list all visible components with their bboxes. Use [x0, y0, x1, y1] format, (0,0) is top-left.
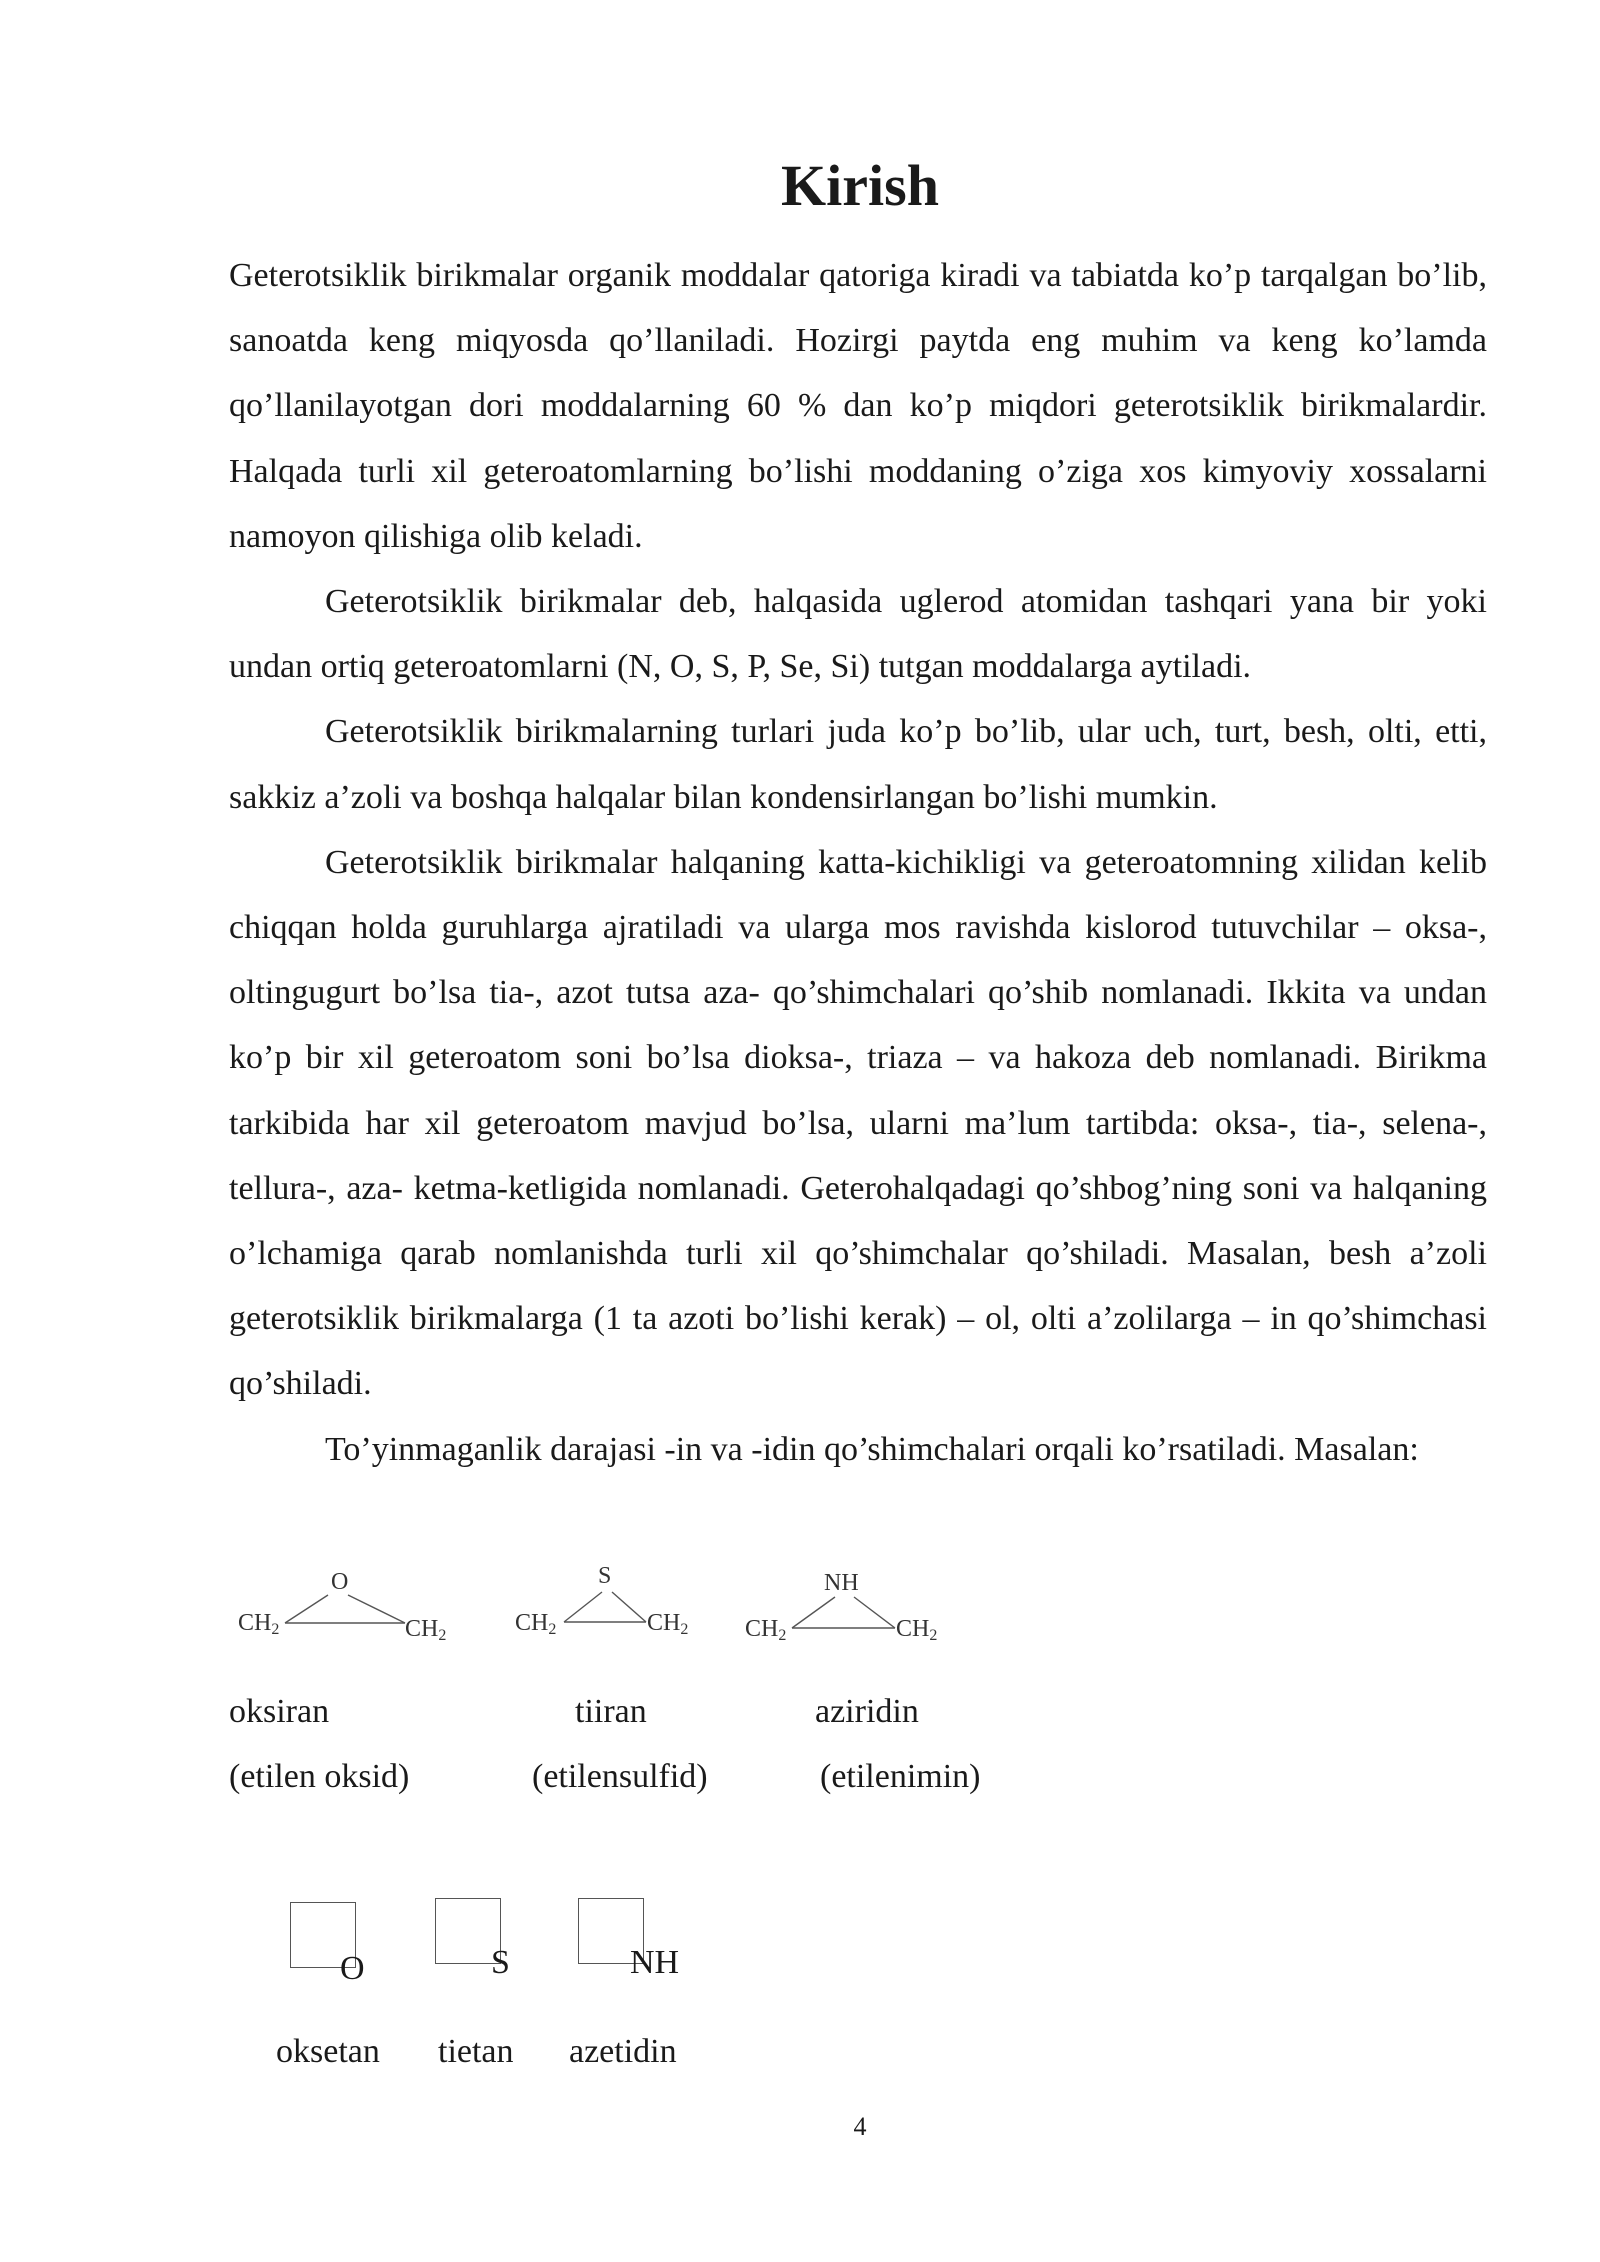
right-ch2-group: $CH_2$ — [405, 1616, 447, 1644]
paragraph: Geterotsiklik birikmalar deb, halqasida uglerod atomidan tashqari yana bir yoki undan ortiq geteroatomlarni (N, O, S, P, Se, Si) tutgan moddalarga aytiladi. — [229, 583, 1487, 686]
aziridine-formula — [742, 1565, 972, 1651]
thietane-name: tietan — [438, 2033, 514, 2070]
thiirane-name: tiiran — [575, 1693, 647, 1730]
oxetane-formula — [290, 1902, 380, 1987]
left-ch2-group: $CH_2$ — [238, 1610, 280, 1638]
oxirane-formula — [235, 1565, 455, 1645]
thiirane-formula — [512, 1560, 712, 1644]
page-number: 4 — [853, 2112, 867, 2141]
sulfur-atom: S — [598, 1563, 612, 1589]
left-ch2-group: $CH_2$ — [515, 1610, 557, 1638]
paragraph: To’yinmaganlik darajasi -in va -idin qo’shimchalari orqali ko’rsatiladi. Masalan: — [325, 1430, 1419, 1468]
paragraph: Geterotsiklik birikmalarning turlari juda ko’p bo’lib, ular uch, turt, besh, olti, etti, sakkiz a’zoli va boshqa halqalar bilan kondensirlangan bo’lishi mumkin. — [229, 713, 1487, 816]
azetidine-formula — [578, 1898, 698, 1981]
thietane-formula — [435, 1898, 525, 1981]
sulfur-atom: S — [491, 1944, 510, 1981]
paragraph: Geterotsiklik birikmalar organik moddalar qatoriga kiradi va tabiatda ko’p tarqalgan bo’lib, sanoatda keng miqyosda qo’llaniladi. Hozirgi paytda eng muhim va keng ko’lamda qo’llanilayotgan dori moddalarning 60 % dan ko’p miqdori geterotsiklik birikmalardir. Halqada turli xil geteroatomlarning bo’lishi moddaning o’ziga xos kimyoviy xossalarni namoyon qilishiga olib keladi. — [229, 257, 1487, 555]
oxirane-name: oksiran — [229, 1693, 330, 1730]
azetidine-name: azetidin — [569, 2033, 677, 2070]
paragraph: Geterotsiklik birikmalar halqaning katta-kichikligi va geteroatomning xilidan kelib chiqqan holda guruhlarga ajratiladi va ularga mos ravishda kislorod tutuvchilar – oksa-, oltingugurt bo’lsa tia-, azot tutsa aza- qo’shimchalari qo’shib nomlanadi. Ikkita va undan ko’p bir xil geteroatom soni bo’lsa dioksa-, triaza – va hakoza deb nomlanadi. Birikma tarkibida har xil geteroatom mavjud bo’lsa, ularni ma’lum tartibda: oksa-, tia-, selena-, tellura-, aza- ketma-ketligida nomlanadi. Geterohalqadagi qo’shbog’ning soni va halqaning o’lchamiga qarab nomlanishda turli xil qo’shimchalar qo’shiladi. Masalan, besh a’zoli geterotsiklik birikmalarga (1 ta azoti bo’lishi kerak) – ol, olti a’zolilarga – in qo’shimchasi qo’shiladi. — [229, 843, 1487, 1403]
aziridine-name: aziridin — [815, 1693, 919, 1730]
thiirane-synonym: (etilensulfid) — [532, 1758, 708, 1795]
body-text — [229, 243, 1487, 1482]
nitrogen-atom: NH — [824, 1570, 859, 1596]
oxirane-synonym: (etilen oksid) — [229, 1758, 410, 1795]
page-title: Kirish — [781, 153, 939, 218]
right-ch2-group: $CH_2$ — [896, 1616, 938, 1644]
nitrogen-atom: NH — [630, 1944, 680, 1981]
oxetane-name: oksetan — [276, 2033, 380, 2070]
aziridine-synonym: (etilenimin) — [820, 1758, 981, 1795]
oxygen-atom: O — [331, 1569, 349, 1595]
oxygen-atom: O — [340, 1950, 365, 1987]
right-ch2-group: $CH_2$ — [647, 1610, 689, 1638]
left-ch2-group: $CH_2$ — [745, 1616, 787, 1644]
